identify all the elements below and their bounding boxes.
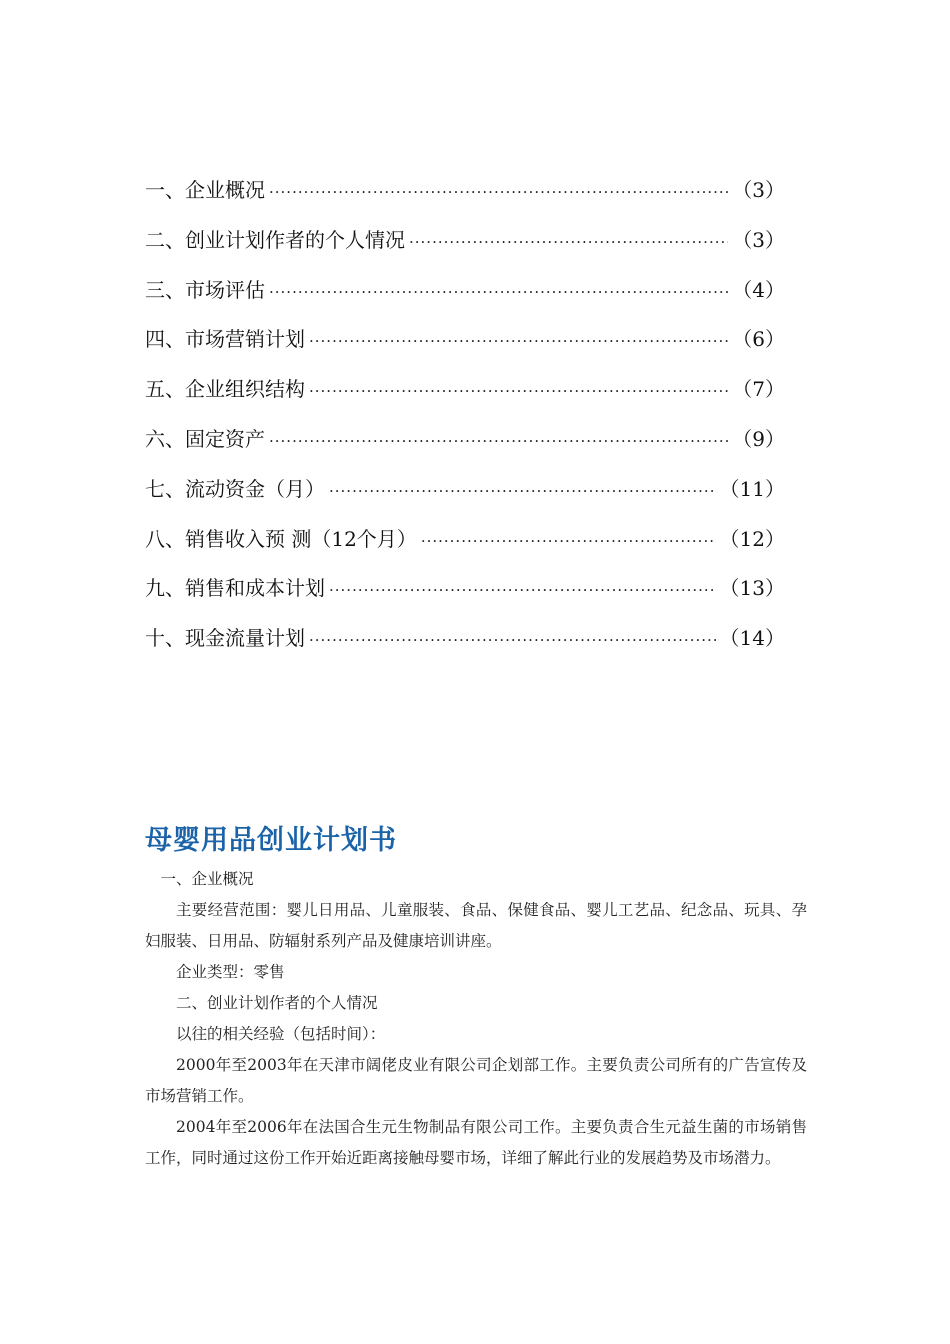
- toc-entry-label: 二、创业计划作者的个人情况: [145, 227, 405, 252]
- paragraph: 2004年至2006年在法国合生元生物制品有限公司工作。主要负责合生元益生菌的市场销售工作，同时通过这份工作开始近距离接触母婴市场，详细了解此行业的发展趋势及市场潜力。: [145, 1118, 807, 1167]
- toc-entry-label: 十、现金流量计划: [145, 626, 305, 651]
- toc-leader-dots: [421, 532, 716, 550]
- toc-entry[interactable]: [145, 373, 785, 423]
- toc-leader-dots: [269, 183, 728, 201]
- toc-entry[interactable]: [145, 473, 785, 523]
- toc-entry-label: 七、流动资金（月）: [145, 476, 325, 501]
- paragraph: 企业类型：零售: [176, 963, 285, 981]
- toc-entry-page: （3）: [732, 227, 785, 252]
- toc-entry-label: 三、市场评估: [145, 277, 265, 302]
- toc-leader-dots: [409, 233, 728, 251]
- toc-entry[interactable]: [145, 323, 785, 373]
- toc-entry[interactable]: [145, 622, 785, 672]
- toc-entry[interactable]: [145, 174, 785, 224]
- toc-leader-dots: [309, 382, 728, 400]
- toc-leader-dots: [269, 432, 728, 450]
- toc-leader-dots: [329, 482, 716, 500]
- toc-leader-dots: [329, 581, 716, 599]
- toc-entry[interactable]: [145, 523, 785, 573]
- toc-entry[interactable]: [145, 572, 785, 622]
- toc-entry-label: 四、市场营销计划: [145, 327, 305, 352]
- toc-entry-label: 八、销售收入预 测（12个月）: [145, 526, 417, 551]
- document-body: [145, 864, 807, 1174]
- toc-leader-dots: [309, 631, 716, 649]
- paragraph: 2000年至2003年在天津市阔佬皮业有限公司企划部工作。主要负责公司所有的广告宣传及市场营销工作。: [145, 1056, 807, 1105]
- toc-entry-page: （14）: [719, 626, 785, 651]
- toc-entry-page: （3）: [732, 178, 785, 202]
- toc-leader-dots: [309, 332, 728, 350]
- document-title: 母婴用品创业计划书: [145, 825, 397, 856]
- toc-entry-page: （13）: [719, 576, 785, 601]
- toc-entry-page: （9）: [732, 426, 785, 451]
- section-heading: 一、企业概况: [160, 870, 254, 888]
- toc-entry-label: 一、企业概况: [145, 178, 265, 202]
- toc-leader-dots: [269, 283, 728, 301]
- toc-entry[interactable]: [145, 274, 785, 324]
- toc-entry[interactable]: [145, 423, 785, 473]
- toc-entry[interactable]: [145, 224, 785, 274]
- toc-entry-label: 六、固定资产: [145, 426, 265, 451]
- toc-entry-page: （4）: [732, 277, 785, 302]
- section-heading: 二、创业计划作者的个人情况: [176, 994, 378, 1012]
- toc-entry-page: （7）: [732, 377, 785, 402]
- toc-entry-page: （11）: [719, 476, 785, 501]
- toc-entry-label: 五、企业组织结构: [145, 377, 305, 402]
- paragraph: 主要经营范围：婴儿日用品、儿童服装、食品、保健食品、婴儿工艺品、纪念品、玩具、孕妇服装、日用品、防辐射系列产品及健康培训讲座。: [145, 901, 807, 950]
- paragraph: 以往的相关经验（包括时间）：: [176, 1025, 386, 1043]
- toc-entry-page: （12）: [719, 526, 785, 551]
- toc-entry-page: （6）: [732, 327, 785, 352]
- toc-entry-label: 九、销售和成本计划: [145, 576, 325, 601]
- table-of-contents: [145, 174, 785, 672]
